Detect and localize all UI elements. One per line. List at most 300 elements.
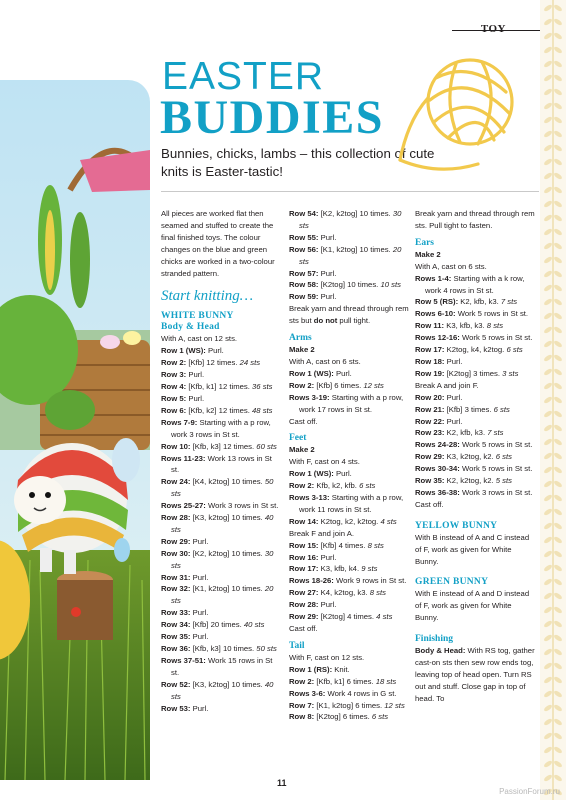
row-instruction: [Kfb] 6 times.: [314, 380, 364, 390]
green-bunny-text: With E instead of A and D instead of F, work as given for White Bunny.: [415, 589, 530, 623]
ears-cast-on: With A, cast on 6 sts.: [415, 261, 487, 271]
pattern-row: [289, 291, 409, 303]
row-instruction: [Kfb] 4 times.: [318, 540, 368, 550]
section-label: TOY: [480, 23, 506, 35]
row-label: Rows 6-10:: [415, 309, 456, 319]
pattern-row: [415, 487, 535, 499]
pattern-row: [415, 392, 535, 404]
row-label: Row 20:: [415, 392, 445, 402]
row-instruction: Purl.: [333, 368, 352, 378]
pattern-row: [289, 587, 409, 599]
row-label: Row 2:: [161, 358, 187, 368]
row-instruction: Work 5 rows in St st.: [455, 309, 529, 319]
pattern-row: [289, 232, 409, 244]
row-stitch-count: 8 sts: [367, 540, 384, 550]
pattern-row: [415, 475, 535, 487]
wheat-grain: [543, 676, 553, 685]
row-label: Row 1 (RS):: [289, 664, 333, 674]
row-label: Row 29:: [161, 536, 191, 546]
pattern-row: [289, 540, 409, 552]
row-stitch-count: 12 sts: [384, 700, 405, 710]
wheat-grain: [553, 46, 563, 55]
row-label: Row 18:: [415, 356, 445, 366]
tail-finish: Break yarn and thread through rem sts. Pull tight to fasten.: [415, 209, 535, 230]
row-instruction: Starting with a p row, work 11 rows in St st.: [299, 493, 404, 514]
pattern-row: [161, 512, 281, 536]
wheat-grain: [553, 116, 563, 125]
pattern-row: [289, 279, 409, 291]
row-stitch-count: 4 sts: [380, 516, 397, 526]
row-instruction: [Kfb, k2] 12 times.: [186, 405, 253, 415]
row-stitch-count: 30 sts: [171, 548, 274, 570]
row-instruction: Starting with a p row, work 3 rows in St st.: [171, 417, 271, 439]
row-stitch-count: 20 sts: [299, 244, 402, 266]
column-3: [415, 208, 535, 705]
row-label: Row 28:: [289, 600, 319, 610]
arms-make: Make 2: [289, 345, 315, 355]
arms-cast-off: Cast off.: [289, 416, 318, 426]
top-bar: [0, 0, 540, 38]
row-label: Row 16:: [289, 552, 319, 562]
ears-make: Make 2: [415, 249, 441, 259]
row-label: Rows 11-23:: [161, 453, 206, 463]
row-instruction: K3, kfb, k3.: [444, 321, 487, 331]
wheat-grain: [543, 494, 553, 503]
row-label: Row 30:: [161, 548, 191, 558]
row-stitch-count: 7 sts: [487, 428, 504, 438]
finishing-body: With RS tog, gather cast-on sts then sew row ends tog, leaving top of head open. Turn RS out and stuff. Close gap in top of head. To: [415, 646, 535, 703]
body-finish-post: pull tight.: [337, 316, 371, 326]
page-number: 11: [277, 778, 287, 788]
pattern-row: [161, 536, 281, 548]
row-instruction: Purl.: [186, 393, 205, 403]
row-stitch-count: 6 sts: [371, 712, 389, 722]
wheat-grain: [553, 102, 563, 111]
row-label: Row 33:: [161, 608, 191, 618]
row-stitch-count: 24 sts: [239, 358, 261, 368]
body-rows-continued: [289, 208, 409, 303]
easter-toys-photo-icon: [0, 80, 150, 780]
row-label: Row 14:: [289, 516, 319, 526]
row-instruction: Purl.: [444, 416, 463, 426]
wheat-grain: [553, 242, 563, 251]
row-label: Row 6:: [161, 405, 187, 415]
toy-photo: [0, 80, 150, 780]
wheat-grain: [543, 382, 553, 391]
pattern-row: [415, 273, 535, 297]
body-finish-bold: do not: [313, 316, 338, 326]
wheat-grain: [543, 74, 553, 83]
pattern-row: [161, 583, 281, 607]
pattern-row: [415, 439, 535, 451]
pattern-row: [415, 368, 535, 380]
row-label: Row 10:: [161, 441, 191, 451]
wheat-grain: [553, 578, 563, 587]
ears-rows-list-2: [415, 392, 535, 499]
row-instruction: K2, kfb, k3.: [444, 428, 488, 438]
row-label: Row 23:: [415, 428, 445, 438]
feet-join: Break F and join A.: [289, 528, 354, 538]
wheat-grain: [543, 704, 553, 713]
row-instruction: Starting with a p row, work 17 rows in St st.: [299, 392, 404, 414]
row-instruction: [Kfb, k1] 6 times.: [314, 676, 376, 686]
wheat-grain: [543, 648, 553, 657]
row-instruction: K3, k2tog, k2.: [444, 452, 496, 462]
wheat-grain: [543, 46, 553, 55]
feet-make: Make 2: [289, 445, 315, 455]
row-label: Rows 24-28:: [415, 440, 460, 450]
column-2: [289, 208, 409, 723]
yellow-bunny-text: With B instead of A and C instead of F, work as given for White Bunny.: [415, 532, 530, 566]
wheat-grain: [553, 4, 563, 13]
row-stitch-count: 6 sts: [506, 345, 523, 355]
row-instruction: Work 3 rows in St st.: [459, 487, 533, 497]
wheat-grain: [543, 32, 553, 41]
row-instruction: Work 5 rows in St st.: [459, 333, 533, 343]
row-label: Rows 7-9:: [161, 417, 198, 427]
pattern-row: [415, 404, 535, 416]
pattern-row: [415, 332, 535, 344]
row-instruction: [Kfb, k3] 10 times.: [190, 644, 257, 653]
row-label: Row 34:: [161, 620, 191, 630]
row-label: Row 11:: [415, 321, 445, 331]
pattern-row: [161, 679, 281, 703]
pattern-row: [289, 711, 409, 723]
row-label: Row 5 (RS):: [415, 297, 459, 307]
pattern-row: [415, 320, 535, 332]
wheat-grain: [553, 74, 563, 83]
wheat-grain: [543, 186, 553, 195]
row-instruction: [K2, k2tog] 10 times.: [190, 548, 265, 558]
wheat-grain: [543, 228, 553, 237]
pattern-row: [415, 344, 535, 356]
wheat-grain: [543, 242, 553, 251]
row-stitch-count: 30 sts: [299, 209, 402, 230]
row-label: Row 59:: [289, 292, 319, 302]
row-stitch-count: 48 sts: [252, 405, 273, 415]
wheat-grain: [543, 550, 553, 559]
wheat-grain: [543, 256, 553, 265]
wheat-grain: [543, 466, 553, 475]
row-instruction: [K3, k2tog] 10 times.: [190, 679, 265, 689]
wheat-grain: [553, 340, 563, 349]
pattern-row: [289, 208, 409, 232]
row-label: Row 54:: [289, 209, 319, 218]
pattern-row: [289, 676, 409, 688]
pattern-row: [289, 664, 409, 676]
ears-rows-list: [415, 273, 535, 380]
row-instruction: Purl.: [333, 469, 352, 479]
row-label: Row 4:: [161, 382, 187, 392]
row-instruction: [K4, k2tog] 10 times.: [190, 477, 265, 487]
row-label: Row 2:: [289, 481, 315, 491]
row-instruction: Purl.: [318, 600, 337, 610]
body-cast-on: With A, cast on 12 sts.: [161, 334, 238, 344]
pattern-row: [415, 427, 535, 439]
row-instruction: [K3, k2tog] 10 times.: [190, 513, 265, 523]
row-label: Row 17:: [289, 564, 319, 574]
row-stitch-count: 50 sts: [171, 477, 274, 499]
row-instruction: [Kfb] 20 times.: [190, 620, 244, 630]
wheat-grain: [553, 550, 563, 559]
title-line-1: EASTER: [162, 55, 325, 98]
row-label: Rows 30-34:: [415, 464, 460, 474]
row-stitch-count: 3 sts: [502, 368, 519, 378]
row-instruction: [K2tog] 4 times.: [318, 612, 377, 622]
pattern-row: [161, 655, 281, 679]
row-instruction: K2, k2tog, k2.: [444, 476, 496, 486]
wheat-grain: [543, 4, 553, 13]
feet-heading: Feet: [289, 433, 307, 444]
row-instruction: Purl.: [190, 703, 209, 713]
row-label: Row 19:: [415, 368, 445, 378]
wheat-grain: [553, 480, 563, 489]
wheat-grain: [543, 592, 553, 601]
wheat-grain: [553, 256, 563, 265]
feet-cast-off: Cast off.: [289, 624, 318, 633]
wheat-grain: [543, 620, 553, 629]
row-label: Row 2:: [289, 380, 315, 390]
row-stitch-count: 50 sts: [256, 644, 277, 653]
row-label: Row 52:: [161, 679, 191, 689]
wheat-grain: [553, 186, 563, 195]
row-instruction: Purl.: [205, 346, 224, 356]
row-label: Row 29:: [289, 612, 319, 622]
wheat-grain: [553, 312, 563, 321]
row-instruction: [Kfb, k3] 12 times.: [190, 441, 257, 451]
feet-cast-on: With F, cast on 4 sts.: [289, 457, 360, 467]
row-instruction: K4, k2tog, k3.: [318, 588, 370, 598]
pattern-row: [289, 575, 409, 587]
arms-rows-list: [289, 368, 409, 416]
feet-rows-list-2: [289, 540, 409, 623]
pattern-row: [161, 393, 281, 405]
row-stitch-count: 40 sts: [243, 620, 265, 630]
wheat-grain: [553, 326, 563, 335]
pattern-row: [289, 700, 409, 712]
row-instruction: Kfb, k2, kfb.: [314, 481, 360, 491]
pattern-row: [161, 631, 281, 643]
row-label: Row 57:: [289, 268, 319, 278]
wheat-grain: [553, 564, 563, 573]
row-label: Row 1 (WS):: [289, 368, 334, 378]
row-stitch-count: 40 sts: [171, 513, 274, 534]
row-instruction: K3, kfb, k4.: [318, 564, 362, 574]
wheat-grain: [553, 396, 563, 405]
ears-join: Break A and join F.: [415, 380, 479, 390]
wheat-grain: [543, 578, 553, 587]
wheat-grain: [553, 774, 563, 783]
wheat-grain: [553, 144, 563, 153]
wheat-grain: [553, 298, 563, 307]
wheat-grain: [553, 746, 563, 755]
wheat-grain: [543, 354, 553, 363]
wheat-grain: [543, 424, 553, 433]
pattern-row: [161, 381, 281, 393]
wheat-grain: [543, 480, 553, 489]
wheat-grain: [553, 354, 563, 363]
row-label: Row 2:: [289, 676, 315, 686]
row-stitch-count: 18 sts: [375, 676, 397, 686]
pattern-row: [161, 607, 281, 619]
wheat-grain: [553, 634, 563, 643]
row-instruction: Knit.: [332, 664, 350, 674]
wheat-grain: [543, 438, 553, 447]
pattern-row: [161, 643, 281, 655]
row-label: Rows 37-51:: [161, 655, 206, 665]
wheat-grain: [553, 438, 563, 447]
wheat-grain: [553, 732, 563, 741]
row-instruction: K2, kfb, k3.: [458, 297, 501, 307]
row-label: Rows 3-19:: [289, 392, 330, 402]
wheat-grain: [553, 606, 563, 615]
wheat-grain: [553, 382, 563, 391]
wheat-grain: [543, 200, 553, 209]
wheat-pattern-icon: [540, 0, 566, 800]
tail-cast-on: With F, cast on 12 sts.: [289, 652, 365, 662]
pattern-row: [289, 688, 409, 700]
wheat-grain: [543, 634, 553, 643]
pattern-row: [161, 548, 281, 572]
row-label: Rows 12-16:: [415, 333, 460, 343]
row-stitch-count: 40 sts: [171, 679, 274, 701]
row-label: Row 3:: [161, 370, 187, 380]
wheat-grain: [553, 270, 563, 279]
wheat-grain: [553, 410, 563, 419]
row-label: Row 28:: [161, 513, 191, 523]
wheat-grain: [543, 102, 553, 111]
wheat-grain: [543, 536, 553, 545]
row-instruction: Purl.: [444, 392, 463, 402]
row-label: Rows 25-27:: [161, 501, 206, 511]
wheat-grain: [553, 32, 563, 41]
row-instruction: Purl.: [444, 356, 463, 366]
wheat-grain: [553, 536, 563, 545]
pattern-row: [289, 244, 409, 268]
pattern-row: [161, 417, 281, 441]
yarn-ball-icon: [398, 40, 533, 190]
wheat-grain: [543, 18, 553, 27]
ears-heading: Ears: [415, 237, 434, 248]
wheat-grain: [553, 494, 563, 503]
row-instruction: Purl.: [318, 232, 337, 242]
row-instruction: [Kfb] 12 times.: [186, 358, 240, 368]
row-label: Row 22:: [415, 416, 445, 426]
wheat-grain: [543, 662, 553, 671]
yellow-bunny-heading: YELLOW BUNNY: [415, 520, 498, 531]
title-line-2: BUDDIES: [160, 91, 384, 144]
tail-rows-list: [289, 664, 409, 724]
pattern-row: [415, 416, 535, 428]
wheat-grain: [553, 200, 563, 209]
wheat-grain: [553, 130, 563, 139]
pattern-row: [161, 703, 281, 715]
row-label: Rows 18-26:: [289, 576, 334, 586]
standfirst: Bunnies, chicks, lambs – this collection of cute knits is Easter-tastic!: [161, 146, 435, 179]
wheat-grain: [553, 620, 563, 629]
pattern-row: [289, 599, 409, 611]
wheat-grain: [543, 522, 553, 531]
row-label: Row 35:: [161, 632, 191, 642]
row-label: Row 29:: [415, 452, 445, 462]
wheat-grain: [543, 298, 553, 307]
row-instruction: Purl.: [318, 268, 337, 278]
wheat-grain: [553, 18, 563, 27]
green-bunny-heading: GREEN BUNNY: [415, 577, 489, 588]
pattern-row: [415, 296, 535, 308]
wheat-grain: [553, 718, 563, 727]
wheat-grain: [553, 676, 563, 685]
row-instruction: K2tog, k2, k2tog.: [318, 516, 381, 526]
wheat-grain: [553, 508, 563, 517]
row-instruction: Purl.: [318, 292, 337, 302]
wheat-grain: [543, 452, 553, 461]
row-instruction: Work 3 rows in St st.: [205, 501, 279, 511]
pattern-row: [161, 357, 281, 369]
row-label: Row 1 (WS):: [161, 346, 206, 356]
wheat-grain: [543, 508, 553, 517]
pattern-row: [289, 563, 409, 575]
wheat-grain: [553, 158, 563, 167]
wheat-grain: [543, 606, 553, 615]
row-instruction: Purl.: [190, 572, 209, 582]
wheat-grain: [553, 592, 563, 601]
wheat-grain: [553, 284, 563, 293]
watermark: PassionForum.ru: [499, 787, 560, 796]
pattern-row: [289, 468, 409, 480]
row-instruction: Purl.: [190, 632, 209, 642]
row-stitch-count: 5 sts: [495, 476, 513, 486]
intro-paragraph: All pieces are worked flat then seamed and stuffed to create the final finished toys. The colour changes on the blue and green chicks are worked in a two-colour stranded pattern.: [161, 209, 275, 278]
row-instruction: Work 15 rows in St st.: [171, 655, 273, 677]
wheat-grain: [543, 312, 553, 321]
ears-cast-off: Cast off.: [415, 499, 444, 509]
wheat-grain: [543, 88, 553, 97]
row-stitch-count: 36 sts: [252, 382, 273, 392]
pattern-row: [415, 308, 535, 320]
row-instruction: Starting with a k row, work 4 rows in St st.: [425, 273, 525, 295]
pattern-row: [161, 441, 281, 453]
wheat-grain: [543, 410, 553, 419]
wheat-grain: [543, 130, 553, 139]
wheat-grain: [543, 326, 553, 335]
row-label: Row 36:: [161, 644, 191, 653]
wheat-grain: [543, 116, 553, 125]
pattern-row: [161, 453, 281, 477]
row-stitch-count: 6 sts: [493, 404, 510, 414]
row-instruction: Work 4 rows in G st.: [325, 688, 397, 698]
row-stitch-count: 9 sts: [361, 564, 378, 574]
standfirst-divider: [161, 191, 539, 192]
wheat-grain: [543, 214, 553, 223]
row-stitch-count: 6 sts: [495, 452, 513, 462]
wheat-grain: [543, 284, 553, 293]
pattern-row: [289, 516, 409, 528]
wheat-grain: [553, 60, 563, 69]
pattern-row: [415, 451, 535, 463]
pattern-row: [415, 356, 535, 368]
wheat-grain: [543, 340, 553, 349]
finishing-text: [415, 645, 535, 705]
row-label: Row 8:: [289, 712, 315, 722]
row-instruction: [K2tog] 10 times.: [318, 280, 381, 290]
column-1: [161, 208, 281, 714]
wheat-grain: [543, 760, 553, 769]
finishing-heading: Finishing: [415, 634, 454, 645]
wheat-grain: [543, 718, 553, 727]
row-label: Rows 36-38:: [415, 487, 460, 497]
arms-cast-on: With A, cast on 6 sts.: [289, 356, 361, 366]
